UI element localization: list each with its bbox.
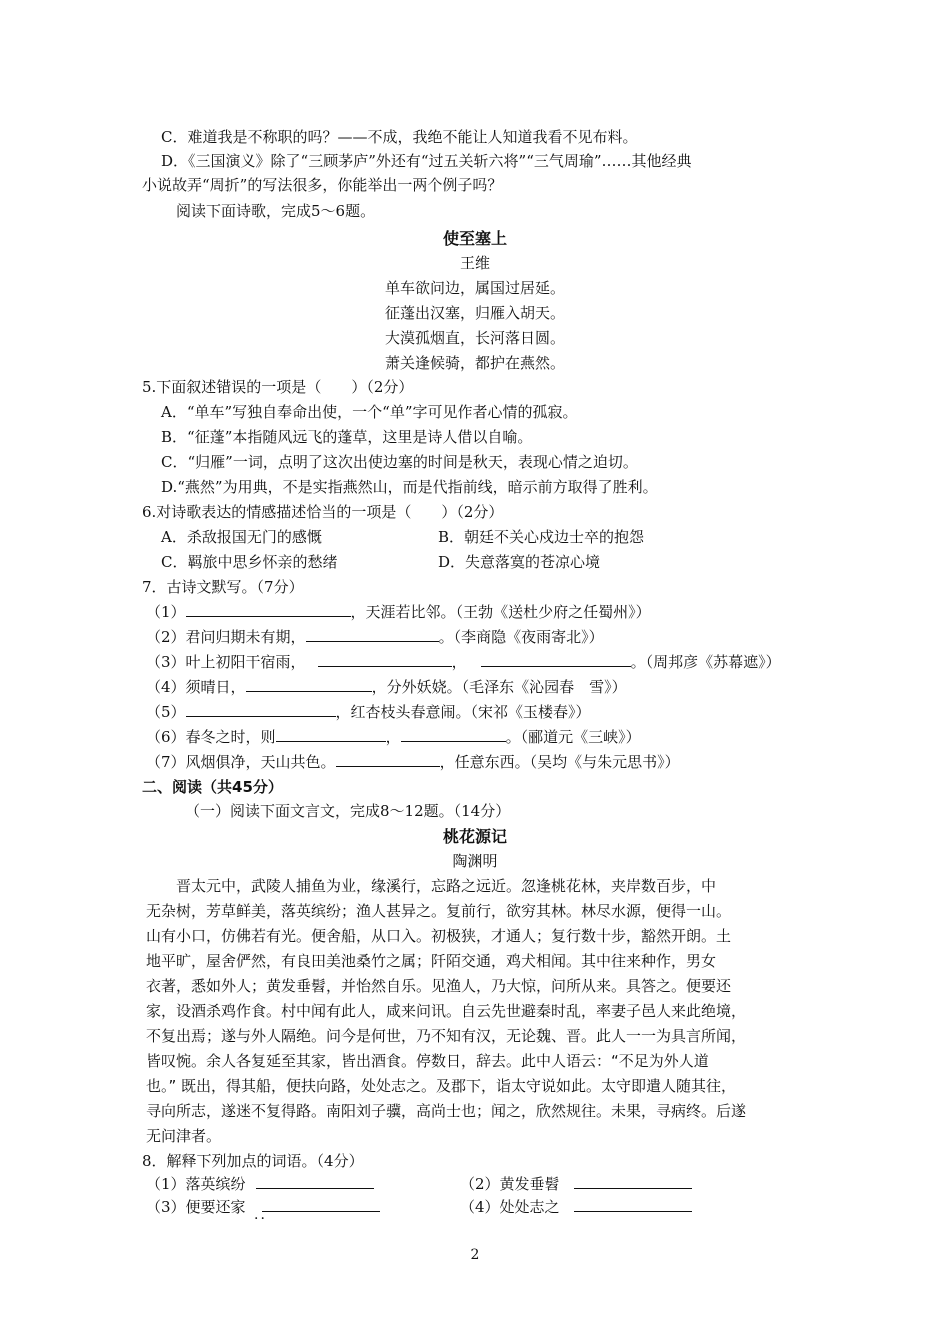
recitation-item-7: （7）风烟俱净，天山共色。 ，任意东西。（吴均《与朱元思书》）	[146, 753, 680, 771]
question-5-option-c: C．“归雁”一词，点明了这次出使边塞的时间是秋天，表现心情之迫切。	[161, 453, 638, 471]
option-d-continuation: 小说故弄“周折”的写法很多，你能举出一两个例子吗？	[142, 176, 503, 194]
answer-blank[interactable]	[306, 626, 439, 642]
poem-title: 使至塞上	[442, 229, 507, 248]
answer-blank[interactable]	[276, 726, 386, 742]
essay-line: 山有小口，仿佛若有光。便舍船，从口入。初极狭，才通人；复行数十步，豁然开朗。土	[146, 927, 732, 945]
essay-title: 桃花源记	[442, 827, 507, 846]
question-6-option-c: C．羁旅中思乡怀亲的愁绪	[161, 553, 338, 571]
answer-blank[interactable]	[186, 601, 351, 617]
poem-line: 大漠孤烟直，长河落日圆。	[384, 329, 565, 347]
question-6-stem: 6.对诗歌表达的情感描述恰当的一项是（ ）（2分）	[142, 503, 504, 521]
essay-line: 衣著，悉如外人；黄发垂髫，并怡然自乐。见渔人，乃大惊，问所从来。具答之。便要还	[146, 977, 732, 995]
answer-blank[interactable]	[574, 1196, 692, 1212]
essay-line: 也。” 既出，得其船，便扶向路，处处志之。及郡下，诣太守说如此。太守即遣人随其往，	[146, 1077, 737, 1095]
reading-instruction: 阅读下面诗歌，完成5～6题。	[176, 202, 376, 220]
question-6-option-b: B．朝廷不关心戍边士卒的抱怨	[438, 528, 645, 546]
question-5-stem: 5.下面叙述错误的一项是（ ）（2分）	[142, 378, 414, 396]
poem-line: 萧关逢候骑，都护在燕然。	[384, 354, 565, 372]
question-5-option-a: A．“单车”写独自奉命出使，一个“单”字可见作者心情的孤寂。	[161, 403, 578, 421]
essay-author: 陶渊明	[452, 852, 498, 870]
question-8-item-1: （1）落英缤纷	[146, 1173, 374, 1195]
section-2-instruction: （一）阅读下面文言文，完成8～12题。（14分）	[185, 802, 511, 820]
essay-line: 不复出焉；遂与外人隔绝。问今是何世，乃不知有汉，无论魏、晋。此人一一为具言所闻，	[146, 1027, 747, 1045]
answer-blank[interactable]	[336, 751, 440, 767]
emphasis-dots: ··	[254, 1211, 267, 1227]
question-8-item-4: （4）处处志之	[460, 1196, 692, 1218]
recitation-item-3: （3）叶上初阳干宿雨， ， 。（周邦彦《苏幕遮》）	[146, 653, 781, 671]
question-6-option-d: D．失意落寞的苍凉心境	[438, 553, 601, 571]
essay-line: 地平旷，屋舍俨然，有良田美池桑竹之属；阡陌交通，鸡犬相闻。其中往来种作，男女	[146, 952, 717, 970]
recitation-item-6: （6）春冬之时，则 ， 。（郦道元《三峡》）	[146, 728, 641, 746]
essay-line: 晋太元中，武陵人捕鱼为业，缘溪行，忘路之远近。忽逢桃花林，夹岸数百步，中	[176, 877, 717, 895]
question-5-option-d: D.“燕然”为用典，不是实指燕然山，而是代指前线，暗示前方取得了胜利。	[161, 478, 658, 496]
essay-line: 寻向所志，遂迷不复得路。南阳刘子骥，高尚士也；闻之，欣然规往。未果，寻病终。后遂	[146, 1102, 747, 1120]
question-8-item-2: （2）黄发垂髫	[460, 1173, 692, 1195]
question-7-stem: 7．古诗文默写。（7分）	[142, 578, 304, 596]
essay-line: 无杂树，芳草鲜美，落英缤纷；渔人甚异之。复前行，欲穷其林。林尽水源，便得一山。	[146, 902, 732, 920]
essay-line: 家，设酒杀鸡作食。村中闻有此人，咸来问讯。自云先世避秦时乱，率妻子邑人来此绝境，	[146, 1002, 747, 1020]
essay-line: 无问津者。	[146, 1127, 222, 1145]
option-d-line: D．《三国演义》除了“三顾茅庐”外还有“过五关斩六将”“三气周瑜”……其他经典	[161, 152, 692, 170]
answer-blank[interactable]	[186, 701, 336, 717]
answer-blank[interactable]	[401, 726, 506, 742]
question-6-option-a: A．杀敌报国无门的感慨	[161, 528, 322, 546]
question-5-option-b: B．“征蓬”本指随风远飞的蓬草，这里是诗人借以自喻。	[161, 428, 533, 446]
answer-blank[interactable]	[481, 651, 631, 667]
recitation-item-2: （2）君问归期未有期， 。（李商隐《夜雨寄北》）	[146, 628, 604, 646]
answer-blank[interactable]	[256, 1173, 374, 1189]
essay-line: 皆叹惋。余人各复延至其家，皆出酒食。停数日，辞去。此中人语云：“不足为外人道	[146, 1052, 709, 1070]
section-2-title: 二、阅读（共45分）	[142, 778, 283, 796]
poem-line: 单车欲问边，属国过居延。	[384, 279, 565, 297]
answer-blank[interactable]	[246, 676, 372, 692]
poem-line: 征蓬出汉塞，归雁入胡天。	[384, 304, 565, 322]
answer-blank[interactable]	[574, 1173, 692, 1189]
page-number: 2	[470, 1247, 480, 1263]
question-8-stem: 8．解释下列加点的词语。（4分）	[142, 1152, 364, 1170]
question-8-item-3: （3）便要还家	[146, 1196, 380, 1218]
answer-blank[interactable]	[262, 1196, 380, 1212]
option-c-line: C．难道我是不称职的吗？——不成，我绝不能让人知道我看不见布料。	[161, 128, 638, 146]
poem-author: 王维	[459, 254, 490, 272]
recitation-item-1: （1） ，天涯若比邻。（王勃《送杜少府之任蜀州》）	[146, 603, 651, 621]
answer-blank[interactable]	[318, 651, 452, 667]
recitation-item-4: （4）须晴日， ，分外妖娆。（毛泽东《沁园春 雪》）	[146, 678, 627, 696]
recitation-item-5: （5） ，红杏枝头春意闹。（宋祁《玉楼春》）	[146, 703, 591, 721]
